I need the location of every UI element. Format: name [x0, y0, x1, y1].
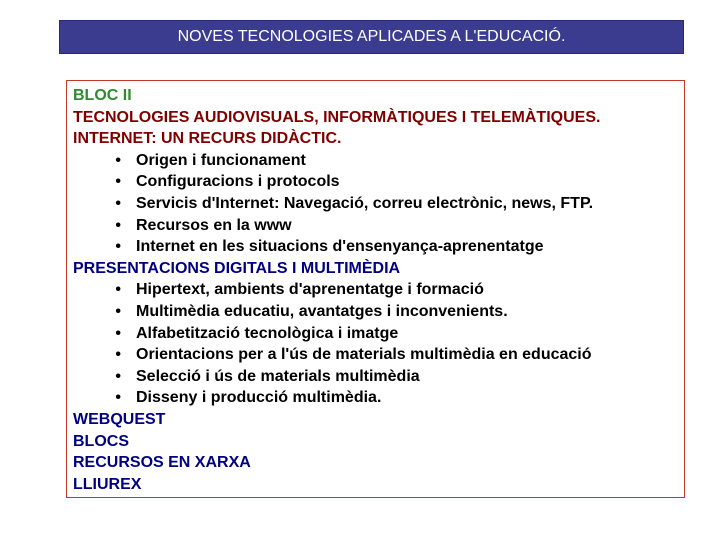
heading-technologies: TECNOLOGIES AUDIOVISUALS, INFORMÀTIQUES I TELEMÀTIQUES.	[73, 108, 601, 126]
bullet-icon: •	[115, 389, 121, 407]
list-item-text: Configuracions i protocols	[136, 173, 340, 191]
section-blocs: BLOCS	[73, 432, 129, 450]
bullet-icon: •	[115, 346, 121, 364]
list-item	[73, 366, 684, 388]
content-box	[66, 80, 685, 498]
page-title: NOVES TECNOLOGIES APLICADES A L'EDUCACIÓ.	[177, 28, 566, 45]
bullet-icon: •	[115, 302, 121, 320]
list-item-text: Multimèdia educatiu, avantatges i inconvenients.	[136, 302, 508, 320]
bullet-icon: •	[115, 281, 121, 299]
list-item-text: Origen i funcionament	[136, 151, 306, 169]
list-item	[73, 193, 684, 215]
multimedia-list	[73, 279, 684, 409]
heading-multimedia: PRESENTACIONS DIGITALS I MULTIMÈDIA	[73, 259, 401, 277]
list-item	[73, 150, 684, 172]
list-item-text: Disseny i producció multimèdia.	[136, 389, 382, 407]
list-item	[73, 236, 684, 258]
list-item-text: Orientacions per a l'ús de materials multimèdia en educació	[136, 346, 592, 364]
title-banner	[59, 20, 684, 54]
internet-list	[73, 150, 684, 258]
section-lliurex: LLIUREX	[73, 475, 142, 493]
list-item	[73, 171, 684, 193]
list-item-text: Alfabetització tecnològica i imatge	[136, 324, 399, 342]
bullet-icon: •	[115, 151, 121, 169]
heading-internet: INTERNET: UN RECURS DIDÀCTIC.	[73, 130, 342, 148]
list-item	[73, 301, 684, 323]
list-item-text: Selecció i ús de materials multimèdia	[136, 367, 420, 385]
bullet-icon: •	[115, 216, 121, 234]
bullet-icon: •	[115, 367, 121, 385]
list-item	[73, 215, 684, 237]
section-recursos-xarxa: RECURSOS EN XARXA	[73, 454, 251, 472]
list-item-text: Recursos en la www	[136, 216, 292, 234]
list-item	[73, 344, 684, 366]
list-item-text: Servicis d'Internet: Navegació, correu electrònic, news, FTP.	[136, 194, 594, 212]
list-item-text: Hipertext, ambients d'aprenentatge i formació	[136, 281, 484, 299]
list-item	[73, 323, 684, 345]
list-item	[73, 279, 684, 301]
bullet-icon: •	[115, 194, 121, 212]
bloc-label: BLOC II	[73, 87, 132, 104]
list-item	[73, 387, 684, 409]
bullet-icon: •	[115, 173, 121, 191]
bullet-icon: •	[115, 324, 121, 342]
section-webquest: WEBQUEST	[73, 410, 166, 428]
bullet-icon: •	[115, 238, 121, 256]
list-item-text: Internet en les situacions d'ensenyança-aprenentatge	[136, 238, 544, 256]
